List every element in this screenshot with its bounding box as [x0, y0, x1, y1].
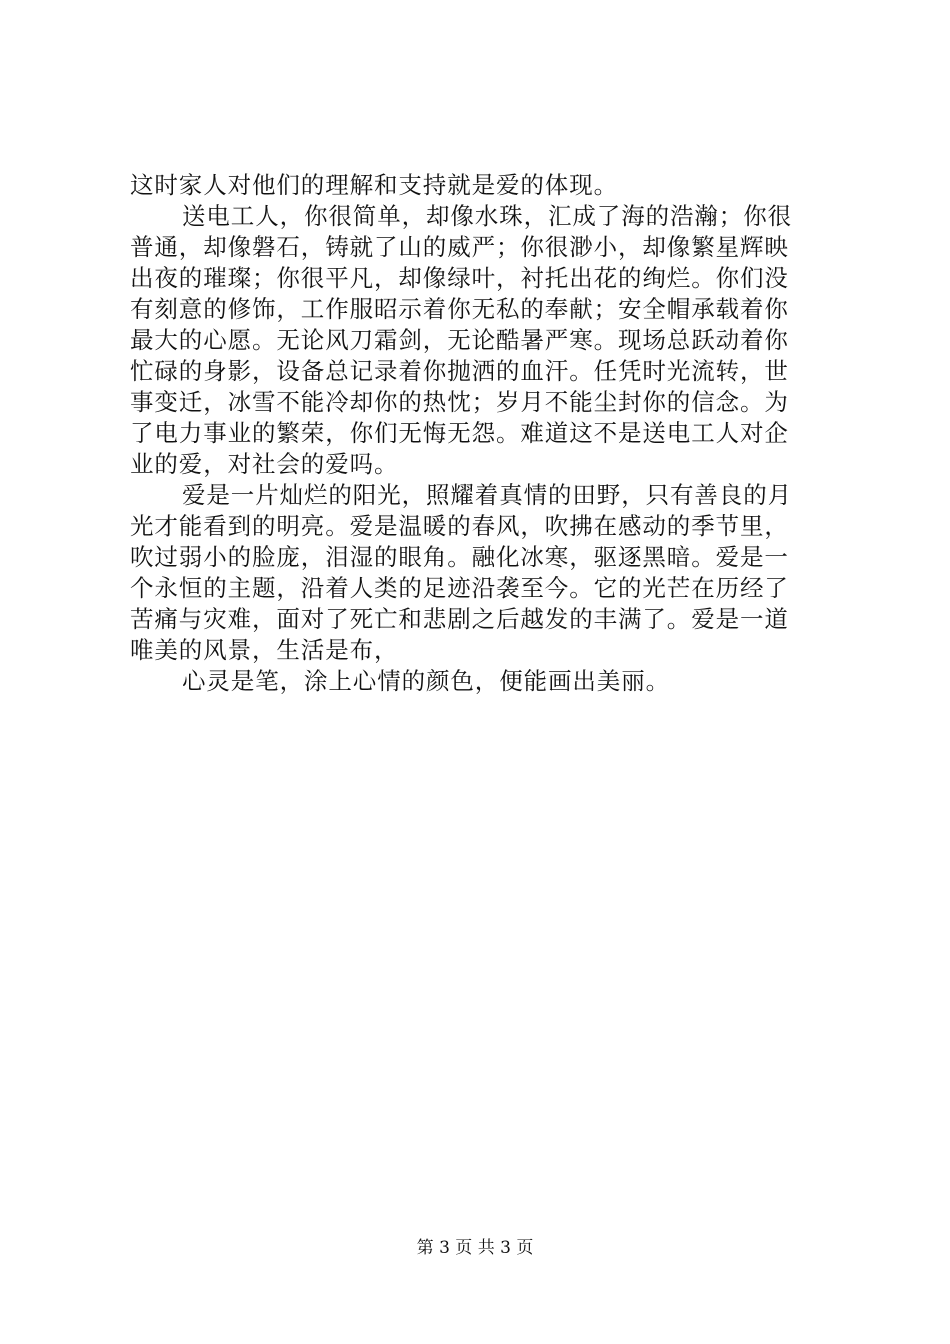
text-line: 出夜的璀璨；你很平凡，却像绿叶，衬托出花的绚烂。你们没 [130, 264, 789, 292]
text-line: 苦痛与灾难，面对了死亡和悲剧之后越发的丰满了。爱是一道 [130, 605, 789, 633]
text-line: 爱是一片灿烂的阳光，照耀着真情的田野，只有善良的月 [182, 481, 792, 509]
text-line: 事变迁，冰雪不能冷却你的热忱；岁月不能尘封你的信念。为 [130, 388, 789, 416]
text-line: 最大的心愿。无论风刀霜剑，无论酷暑严寒。现场总跃动着你 [130, 326, 789, 354]
text-line: 忙碌的身影，设备总记录着你抛洒的血汗。任凭时光流转，世 [130, 357, 789, 385]
text-line: 唯美的风景，生活是布， [130, 636, 399, 664]
page-number-footer: 第 3 页 共 3 页 [416, 1238, 534, 1258]
text-line: 光才能看到的明亮。爱是温暖的春风，吹拂在感动的季节里， [130, 512, 789, 540]
text-line: 有刻意的修饰，工作服昭示着你无私的奉献；安全帽承载着你 [130, 295, 789, 323]
text-line: 心灵是笔，涂上心情的颜色，便能画出美丽。 [182, 667, 670, 695]
text-line: 送电工人，你很简单，却像水珠，汇成了海的浩瀚；你很 [182, 202, 792, 230]
text-line: 个永恒的主题，沿着人类的足迹沿袭至今。它的光芒在历经了 [130, 574, 789, 602]
text-line: 了电力事业的繁荣，你们无悔无怨。难道这不是送电工人对企 [130, 419, 789, 447]
text-line: 这时家人对他们的理解和支持就是爱的体现。 [130, 171, 618, 199]
text-line: 吹过弱小的脸庞，泪湿的眼角。融化冰寒，驱逐黑暗。爱是一 [130, 543, 789, 571]
text-line: 业的爱，对社会的爱吗。 [130, 450, 399, 478]
text-line: 普通，却像磐石，铸就了山的威严；你很渺小，却像繁星辉映 [130, 233, 789, 261]
document-body [130, 170, 830, 697]
